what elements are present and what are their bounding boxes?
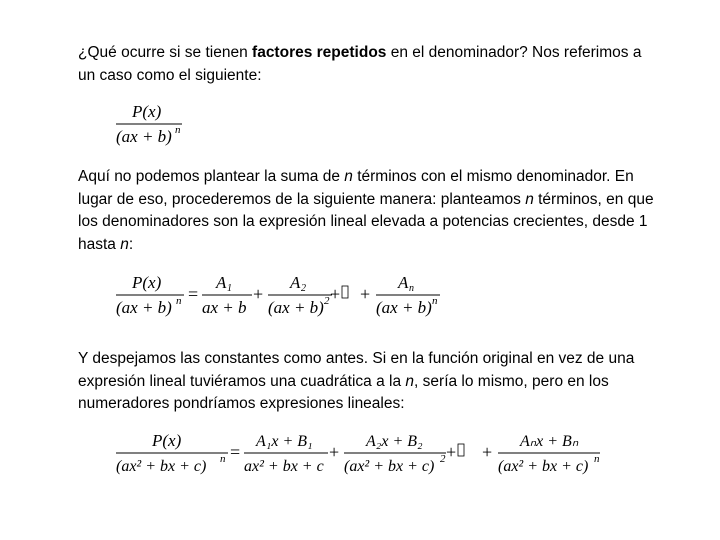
term3-exponent: n	[594, 453, 600, 465]
term2-denominator: (ax² + bx + c)	[344, 458, 435, 475]
term1-numerator: A	[216, 273, 227, 292]
italic-n: n	[405, 372, 415, 390]
missing-glyph-box	[458, 444, 464, 456]
exponent: n	[175, 124, 181, 136]
lhs-exponent: n	[176, 295, 182, 307]
term3-subscript: n	[409, 283, 414, 294]
text: , sería lo mismo, pero en los numeradores pondríamos expresiones lineales:	[78, 372, 609, 412]
term1-denominator: ax² + bx + c	[244, 458, 324, 475]
term2-denominator: (ax + b)	[268, 298, 324, 317]
term3-exponent: n	[432, 295, 438, 307]
denominator: (ax + b)	[116, 127, 172, 146]
text: términos con el mismo denominador. En lugar de eso, procederemos de la siguiente manera: planteamos	[78, 168, 634, 208]
paragraph-explanation	[78, 166, 658, 256]
text: ¿Qué ocurre si se tienen	[78, 44, 253, 61]
text: :	[128, 235, 134, 253]
plus-sign: +	[329, 442, 340, 462]
lhs-denominator: (ax + b)	[116, 298, 172, 317]
lhs-denominator: (ax² + bx + c)	[116, 458, 207, 475]
term1-subscript: 1	[227, 283, 232, 294]
plus-sign: +	[330, 284, 341, 304]
paragraph-quadratic	[78, 348, 658, 416]
text: Aquí no podemos plantear la suma de	[78, 168, 345, 185]
plus-sign: +	[360, 284, 371, 304]
term2-exponent: 2	[440, 453, 446, 465]
plus-sign: +	[446, 442, 457, 462]
term1-denominator: ax + b	[202, 298, 247, 317]
lhs-numerator: P(x)	[132, 273, 162, 292]
missing-glyph-box	[342, 286, 348, 298]
text: Y despejamos las constantes como antes. Si en la función original en vez de una expresión lineal tuviéramos una cuadrática a la	[78, 350, 635, 390]
italic-n: n	[525, 190, 534, 208]
formula-linear-decomposition	[110, 270, 450, 320]
term3-numerator: A	[398, 273, 409, 292]
equals-sign: =	[230, 442, 241, 462]
term2-numerator: A	[290, 273, 301, 292]
term3-denominator: (ax² + bx + c)	[498, 458, 589, 475]
text: en el denominador? Nos referimos a un caso como el siguiente:	[78, 44, 642, 84]
term3-numerator: Aₙx + Bₙ	[520, 433, 579, 450]
term2-exponent: 2	[324, 295, 330, 307]
term3-denominator: (ax + b)	[376, 298, 432, 317]
term2-subscript: 2	[301, 283, 306, 294]
numerator: P(x)	[132, 102, 162, 121]
text: términos, en que los denominadores son la expresión lineal elevada a potencias crecientes, desde 1 hasta	[78, 190, 654, 253]
term2-numerator: A₂x + B₂	[366, 433, 423, 450]
equals-sign: =	[188, 284, 199, 304]
lhs-exponent: n	[220, 453, 226, 465]
bold-term: factores repetidos	[252, 44, 387, 61]
italic-n: n	[344, 168, 353, 185]
formula-repeated-factor	[110, 100, 200, 148]
italic-n: n	[120, 235, 129, 253]
plus-sign: +	[482, 442, 493, 462]
term1-numerator: A₁x + B₁	[256, 433, 313, 450]
formula-quadratic-decomposition	[110, 428, 610, 480]
paragraph-intro	[78, 42, 658, 87]
lhs-numerator: P(x)	[152, 431, 182, 450]
plus-sign: +	[253, 284, 264, 304]
